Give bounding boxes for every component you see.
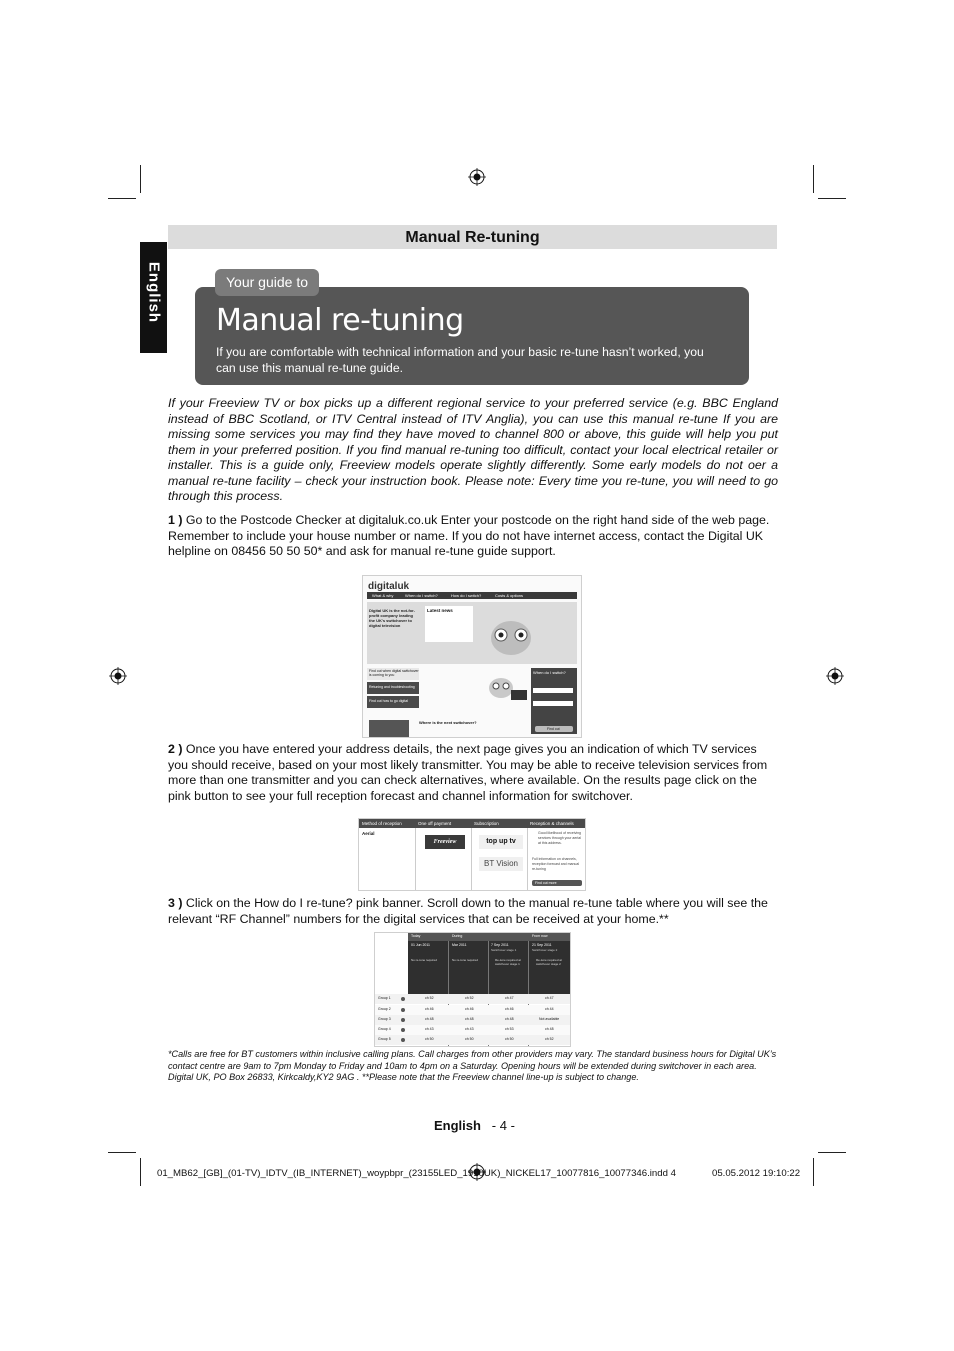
step-text: Go to the Postcode Checker at digitaluk.co.uk Enter your postcode on the right hand side of the web page. Remember to include your house number or name. If you do not have internet access, contact the Digital UK helpline on 08456 50 50 50* and ask for manual re-tune guide support. bbox=[168, 513, 770, 558]
site-logo: digitaluk bbox=[368, 581, 410, 592]
step-box-text: Retuning and troubleshooting bbox=[369, 685, 415, 689]
step-box-text: Find out when digital switchover is coming to you bbox=[369, 669, 419, 677]
reception-results-screenshot bbox=[358, 818, 586, 891]
col-date: 7 Sep 2011 bbox=[491, 943, 509, 947]
print-slug-date: 05.05.2012 19:10:22 bbox=[712, 1168, 801, 1179]
table-header: Subscription bbox=[474, 821, 499, 826]
channel-cell: ch 47 bbox=[505, 996, 514, 1000]
hero-tagline: Digital UK is the not-for-profit company leading the UK's switchover to digital television bbox=[369, 608, 415, 628]
nav-item: When do I switch? bbox=[405, 593, 438, 598]
col-stage: Switchover stage 2 bbox=[532, 948, 558, 952]
table-header: Reception & channels bbox=[530, 821, 574, 826]
table-header: Method of reception bbox=[362, 821, 402, 826]
channel-cell: ch 50 bbox=[425, 1037, 434, 1041]
retune-table-screenshot bbox=[374, 932, 571, 1047]
row-label: Group 2 bbox=[378, 1007, 391, 1011]
step-3 bbox=[168, 896, 778, 927]
channel-cell: ch 43 bbox=[465, 1027, 474, 1031]
robot-mascot-icon bbox=[481, 608, 541, 660]
step-2 bbox=[168, 742, 778, 804]
channel-cell: ch 43 bbox=[425, 1027, 434, 1031]
step-number: 3 ) bbox=[168, 896, 183, 910]
nav-item: What & why bbox=[372, 593, 394, 598]
channel-cell: ch 48 bbox=[425, 1017, 434, 1021]
print-slug-file: 01_MB62_[GB]_(01-TV)_IDTV_(IB_INTERNET)_woypbpr_(23155LED_1910UK)_NICKEL17_10077816_10077346.indd 4 bbox=[157, 1168, 676, 1179]
channel-cell: ch 48 bbox=[465, 1017, 474, 1021]
banner-title: Manual re-tuning bbox=[216, 303, 464, 338]
table-row bbox=[375, 1005, 570, 1015]
page-number bbox=[434, 1118, 515, 1133]
next-switchover-question: Where is the next switchover? bbox=[419, 720, 477, 725]
crop-mark-bottom-right-h bbox=[818, 1152, 846, 1153]
robot-with-box-icon bbox=[481, 668, 531, 708]
column-divider bbox=[415, 828, 416, 890]
topup-tv-logo: top up tv bbox=[479, 835, 523, 849]
channel-cell: ch 50 bbox=[465, 1037, 474, 1041]
step-text: Once you have entered your address details, the next page gives you an indication of which TV services you should receive, based on your most likely transmitter. You may be able to receive television services from more than one transmitter and you can check alternatives, where available. On the results page click on the pink button to see your full reception forecast and channel information for switchover. bbox=[168, 742, 768, 803]
table-row bbox=[375, 1035, 570, 1045]
channel-cell: ch 53 bbox=[505, 1027, 514, 1031]
col-note: No re-tune required bbox=[452, 958, 479, 962]
channel-cell: ch 46 bbox=[505, 1007, 514, 1011]
channel-cell: ch 44 bbox=[545, 1007, 554, 1011]
col-header: Today bbox=[411, 934, 421, 938]
crop-mark-top-left-h bbox=[108, 198, 136, 199]
col-note: No re-tune required bbox=[411, 958, 438, 962]
channel-cell: ch 48 bbox=[505, 1017, 514, 1021]
step-number: 2 ) bbox=[168, 742, 183, 756]
footnote: *Calls are free for BT customers within inclusive calling plans. Call charges from other providers may vary. The standard business hours for Digital UK’s contact centre are 9am to 7pm Monday to Friday and 10am to 4pm on a Saturday. Opening hours will be extended during switchover in each area. Digital UK, PO Box 26833, Kirkcaldy,KY2 9AG . **Please note that the Freeview channel line-up is subject to change. bbox=[168, 1049, 777, 1083]
channel-cell: ch 48 bbox=[545, 1027, 554, 1031]
col-header: From now bbox=[532, 934, 548, 938]
table-row bbox=[375, 1025, 570, 1035]
crop-mark-bottom-left-h bbox=[108, 1152, 136, 1153]
postcode-panel-title: When do I switch? bbox=[533, 670, 566, 675]
banner-subtitle: If you are comfortable with technical information and your basic re-tune hasn’t worked, you can use this manual re-tune guide. bbox=[216, 345, 704, 375]
column-divider bbox=[471, 828, 472, 890]
registration-mark-icon bbox=[109, 667, 127, 685]
nav-item: How do I switch? bbox=[451, 593, 482, 598]
crop-mark-top-right-v bbox=[813, 165, 814, 193]
crop-mark-bottom-right-v bbox=[813, 1158, 814, 1186]
table-header: One off payment bbox=[418, 821, 452, 826]
news-title: Latest news bbox=[427, 608, 453, 613]
crop-mark-top-right-h bbox=[818, 198, 846, 199]
col-date: 01 Jun 2011 bbox=[411, 943, 431, 947]
channel-cell: ch 52 bbox=[425, 996, 434, 1000]
col-stage: Switchover stage 1 bbox=[491, 948, 517, 952]
row-label: Group 5 bbox=[378, 1037, 391, 1041]
table-row bbox=[375, 1015, 570, 1025]
page-number-value: - 4 - bbox=[491, 1118, 515, 1133]
channel-cell: ch 52 bbox=[465, 996, 474, 1000]
channel-cell: ch 46 bbox=[425, 1007, 434, 1011]
registration-mark-icon bbox=[468, 168, 486, 186]
reception-info-detail: Full information on channels, reception forecast and manual re-tuning bbox=[532, 857, 580, 871]
col-header: During bbox=[452, 934, 463, 938]
freeview-logo: Freeview bbox=[425, 835, 465, 849]
col-note: Re-tune required at switchover stage 2 bbox=[536, 958, 562, 966]
postcode-input bbox=[533, 688, 573, 693]
col-note: Re-tune required at switchover stage 1 bbox=[495, 958, 521, 966]
row-icon bbox=[401, 997, 405, 1001]
intro-paragraph: If your Freeview TV or box picks up a different regional service to your preferred service (e.g. BBC England instead of BBC Scotland, or ITV Central instead of ITV Anglia), you can use this manual re-tune If you are missing some services you may find they have moved to channel 800 or above, this guide will help you put them in your preferred position. If you find manual re-tuning too difficult, contact your local electrical retailer or installer. This is a guide only, Freeview models operate slightly differently. Some early models do not oer a manual re-tune facility – check your instruction book. Please note: Every time you re-tune, you will need to go through this process. bbox=[168, 396, 778, 503]
channel-cell: ch 47 bbox=[545, 996, 554, 1000]
registration-mark-icon bbox=[826, 667, 844, 685]
find-out-more-button: Find out more bbox=[532, 880, 582, 886]
section-title: Manual Re-tuning bbox=[168, 225, 777, 249]
row-icon bbox=[401, 1028, 405, 1032]
reception-info: Good likelihood of receiving services through your aerial at this address. bbox=[538, 831, 581, 845]
step-box-text: Find out how to go digital bbox=[369, 699, 408, 703]
row-label: Group 1 bbox=[378, 996, 391, 1000]
page-language: English bbox=[434, 1118, 481, 1133]
find-out-button-label: Find out bbox=[547, 727, 560, 731]
channel-cell: Not available bbox=[539, 1017, 560, 1021]
digitaluk-website-screenshot bbox=[362, 575, 582, 738]
crop-mark-bottom-left-v bbox=[140, 1158, 141, 1186]
channel-cell: ch 52 bbox=[545, 1037, 554, 1041]
row-label: Aerial bbox=[362, 831, 375, 836]
banner-pill: Your guide to bbox=[215, 269, 319, 296]
row-icon bbox=[401, 1008, 405, 1012]
language-tab-label: English bbox=[145, 261, 163, 324]
step-text: Click on the How do I re-tune? pink banner. Scroll down to the manual re-tune table where you will see the relevant “RF Channel” numbers for the digital services that can be received at your home.** bbox=[168, 896, 768, 926]
table-row bbox=[375, 994, 570, 1004]
row-icon bbox=[401, 1018, 405, 1022]
column-divider bbox=[527, 828, 528, 890]
col-date: 21 Sep 2011 bbox=[532, 943, 552, 947]
row-icon bbox=[401, 1038, 405, 1042]
nav-item: Costs & options bbox=[495, 593, 524, 598]
channel-cell: ch 46 bbox=[465, 1007, 474, 1011]
crop-mark-top-left-v bbox=[140, 165, 141, 193]
person-thumbnail bbox=[369, 720, 409, 737]
bt-vision-logo: BT Vision bbox=[479, 857, 523, 871]
step-1 bbox=[168, 513, 778, 560]
step-number: 1 ) bbox=[168, 513, 183, 527]
channel-cell: ch 50 bbox=[505, 1037, 514, 1041]
language-side-tab bbox=[140, 242, 167, 353]
row-label: Group 4 bbox=[378, 1027, 391, 1031]
row-label: Group 3 bbox=[378, 1017, 391, 1021]
postcode-input bbox=[533, 701, 573, 706]
col-date: Mar 2011 bbox=[452, 943, 467, 947]
